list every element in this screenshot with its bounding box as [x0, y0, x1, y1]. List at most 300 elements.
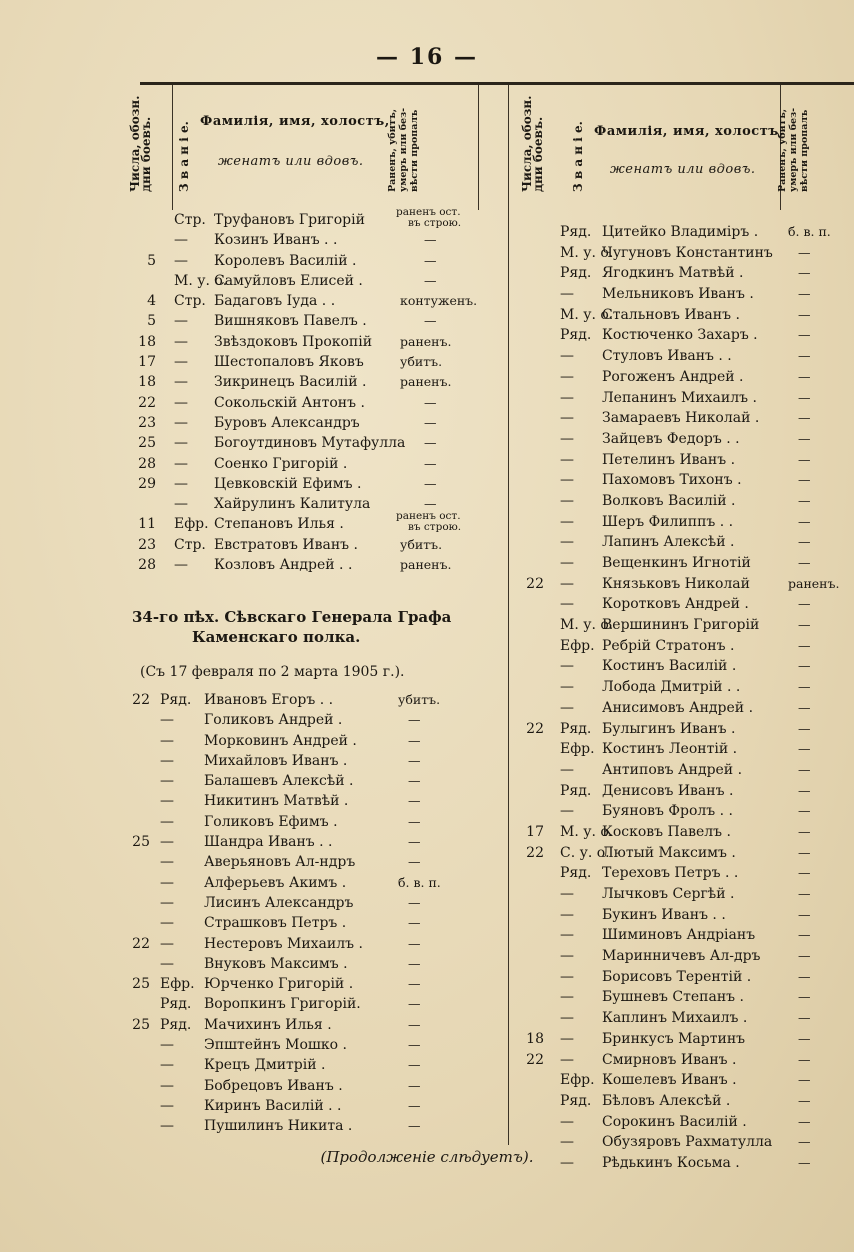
row-status: — [798, 823, 811, 839]
row-name: Лобода Дмитрій . . [602, 679, 741, 696]
row-status: — [798, 865, 811, 881]
row-rank: — [560, 658, 574, 675]
left-header-rank [179, 121, 190, 192]
table-row [508, 594, 854, 615]
left-roster-a [0, 206, 508, 575]
row-name: Звѣздоковъ Прокопій [214, 333, 373, 350]
row-status: — [408, 894, 421, 910]
row-name: Никитинъ Матвѣй . [204, 793, 349, 810]
right-header-rank [573, 121, 584, 192]
row-rank: — [160, 813, 174, 830]
row-day: 22 [526, 844, 544, 861]
row-status: — [798, 927, 811, 943]
table-row [508, 677, 854, 698]
row-status: — [408, 712, 421, 728]
row-rank: М. у. о. [560, 244, 614, 261]
table-row [508, 388, 854, 409]
row-status: б. в. п. [788, 224, 831, 239]
row-day: 22 [526, 1051, 544, 1068]
row-name: Козловъ Андрей . . [214, 557, 353, 574]
table-row [0, 791, 508, 811]
row-status: — [798, 1072, 811, 1088]
table-row [0, 710, 508, 730]
row-name: Бобрецовъ Иванъ . [204, 1077, 343, 1094]
table-row [508, 1112, 854, 1133]
row-rank: С. у. о. [560, 844, 610, 861]
row-rank: М. у. о. [560, 823, 614, 840]
header-rank-label: З в а н і е. [571, 121, 585, 192]
row-name: Сорокинъ Василій . [602, 1113, 747, 1130]
row-status: — [798, 699, 811, 715]
row-status: — [408, 935, 421, 951]
row-name: Соенко Григорій . [214, 455, 348, 472]
row-status: — [798, 906, 811, 922]
row-rank: Ряд. [560, 327, 592, 344]
continuation-note: (Продолженіе слѣдуетъ). [320, 1148, 534, 1166]
row-name: Ребрій Стратонъ . [602, 637, 735, 654]
row-day: 18 [138, 374, 156, 391]
row-name: Тереховъ Петръ . . [602, 865, 739, 882]
table-row [0, 771, 508, 791]
table-row [508, 843, 854, 864]
row-rank: Стр. [174, 293, 206, 310]
table-row [0, 1116, 508, 1136]
row-status: — [798, 720, 811, 736]
row-rank: — [174, 475, 188, 492]
row-rank: — [560, 492, 574, 509]
header-days-l2: дни боевъ. [139, 116, 153, 192]
row-name: Косковъ Павелъ . [602, 823, 731, 840]
row-rank: — [160, 1118, 174, 1135]
table-row [508, 615, 854, 636]
row-rank: — [560, 451, 574, 468]
table-row [508, 967, 854, 988]
row-day: 25 [132, 834, 150, 851]
header-status-l3: вѣсти пропалъ [799, 109, 810, 192]
row-status: — [408, 1057, 421, 1073]
table-row [508, 491, 854, 512]
table-row [508, 284, 854, 305]
left-header-name-2: женатъ или вдовъ. [218, 154, 364, 169]
table-row [508, 801, 854, 822]
row-name: Князьковъ Николай [602, 575, 750, 592]
row-rank: — [160, 773, 174, 790]
row-day: 25 [138, 435, 156, 452]
row-rank: — [160, 894, 174, 911]
row-rank: — [560, 886, 574, 902]
row-name: Шеръ Филиппъ . . [602, 513, 734, 530]
row-rank: Ефр. [560, 637, 595, 654]
row-name: Коротковъ Андрей . [602, 596, 749, 613]
right-header [508, 84, 854, 210]
row-status: — [408, 854, 421, 870]
row-name: Анисимовъ Андрей . [602, 699, 754, 716]
row-status: — [798, 472, 811, 488]
row-rank: — [560, 699, 574, 716]
table-row [0, 251, 508, 271]
row-rank: — [560, 927, 574, 944]
row-name: Бадаговъ Іуда . . [214, 293, 336, 310]
table-row [508, 553, 854, 574]
row-rank: Ряд. [560, 224, 592, 240]
row-status: убитъ. [398, 692, 441, 707]
row-status: — [408, 834, 421, 850]
row-status: — [798, 782, 811, 798]
right-roster [508, 222, 854, 1174]
right-header-days [522, 96, 544, 192]
table-row [0, 535, 508, 555]
row-status: — [798, 368, 811, 384]
row-status: — [798, 1154, 811, 1170]
header-status-l1: Раненъ, убитъ, [777, 108, 788, 192]
row-rank: — [160, 874, 174, 891]
row-rank: — [560, 430, 574, 447]
row-rank: Ряд. [560, 720, 592, 737]
row-status-line2: въ строю. [408, 217, 462, 229]
row-status: — [408, 1118, 421, 1134]
row-rank: Ефр. [560, 1072, 595, 1089]
table-row [508, 739, 854, 760]
header-days-l1: Числа, обозн. [520, 95, 534, 192]
row-name: Рѣдькинъ Косьма . [602, 1154, 740, 1171]
row-rank: — [160, 854, 174, 871]
row-status: раненъ. [400, 333, 452, 349]
row-status: — [798, 596, 811, 612]
row-rank: — [560, 761, 574, 778]
table-row [508, 987, 854, 1008]
regiment-title [132, 607, 451, 647]
table-row [508, 450, 854, 471]
row-day: 11 [138, 516, 156, 533]
row-rank: Ряд. [560, 782, 592, 799]
row-status: — [408, 1097, 421, 1113]
header-days-l2: дни боевъ. [531, 116, 545, 192]
row-name: Волковъ Василій . [602, 492, 736, 509]
row-rank: М. у. о. [560, 306, 614, 323]
row-name: Михайловъ Иванъ . [204, 752, 348, 769]
row-name: Ягодкинъ Матвѣй . [602, 265, 744, 282]
row-rank: — [174, 414, 188, 431]
row-name: Зикринецъ Василій . [214, 374, 367, 391]
table-row [508, 243, 854, 264]
row-day: 25 [132, 976, 150, 993]
table-row [0, 510, 508, 534]
row-rank: — [174, 496, 188, 513]
row-rank: — [560, 803, 574, 820]
table-row [0, 852, 508, 872]
row-name: Замараевъ Николай . [602, 410, 760, 427]
table-row [0, 893, 508, 913]
row-name: Богоутдиновъ Мутафулла [214, 435, 406, 452]
row-status [396, 511, 461, 533]
row-rank: — [560, 679, 574, 696]
row-status: — [408, 955, 421, 971]
row-name: Юрченко Григорій . [204, 976, 354, 993]
row-status: — [798, 492, 811, 508]
row-rank: — [174, 252, 188, 269]
row-day: 25 [132, 1016, 150, 1033]
row-status: — [408, 996, 421, 1012]
row-status: — [798, 637, 811, 653]
row-status: — [798, 327, 811, 343]
row-day: 23 [138, 536, 156, 553]
row-rank: — [160, 712, 174, 729]
table-row [508, 367, 854, 388]
row-status: — [798, 430, 811, 446]
row-status: — [798, 265, 811, 281]
row-name: Каплинъ Михаилъ . [602, 1010, 748, 1027]
row-rank: — [560, 575, 574, 592]
table-row [508, 822, 854, 843]
row-name: Антиповъ Андрей . [602, 761, 743, 778]
row-rank: Ефр. [160, 976, 195, 993]
table-row [0, 206, 508, 230]
table-row [508, 1070, 854, 1091]
table-row [0, 332, 508, 352]
row-status: — [798, 306, 811, 322]
row-name: Сокольскій Антонъ . [214, 394, 365, 411]
row-status: — [798, 1051, 811, 1067]
table-row [0, 832, 508, 852]
row-rank: — [174, 557, 188, 574]
header-status-l2: умеръ или без- [788, 107, 799, 192]
row-status-line1: раненъ ост. [396, 206, 461, 218]
row-status: — [798, 286, 811, 302]
row-status: — [424, 475, 437, 491]
row-day: 28 [138, 455, 156, 472]
row-status: — [424, 496, 437, 512]
row-status: — [798, 844, 811, 860]
row-day: 22 [138, 394, 156, 411]
row-status: — [408, 773, 421, 789]
row-name: Внуковъ Максимъ . [204, 955, 348, 972]
row-rank: — [160, 752, 174, 769]
row-rank: — [560, 1030, 574, 1047]
table-row [0, 1096, 508, 1116]
table-row [508, 760, 854, 781]
row-rank: — [560, 906, 574, 923]
table-row [0, 1055, 508, 1075]
row-status: — [798, 244, 811, 260]
row-status: — [798, 534, 811, 550]
row-status: — [798, 968, 811, 984]
row-name: Чугуновъ Константинъ [602, 244, 773, 261]
table-row [508, 263, 854, 284]
row-status-line1: раненъ ост. [396, 510, 461, 523]
row-name: Крецъ Дмитрій . [204, 1057, 326, 1074]
table-row [508, 656, 854, 677]
row-name: Мачихинъ Илья . [204, 1016, 332, 1033]
row-day: 18 [138, 333, 156, 350]
row-name: Кошелевъ Иванъ . [602, 1072, 737, 1089]
row-status: — [798, 658, 811, 674]
table-row [0, 372, 508, 392]
row-name: Булыгинъ Иванъ . [602, 720, 736, 737]
table-row [508, 512, 854, 533]
row-status: — [424, 414, 437, 430]
row-status: — [424, 394, 437, 410]
row-name: Букинъ Иванъ . . [602, 906, 726, 923]
table-row [0, 1076, 508, 1096]
row-rank: М. у. о. [174, 272, 228, 289]
row-rank: — [560, 348, 574, 365]
table-row [0, 690, 508, 710]
row-rank: — [160, 955, 174, 972]
row-rank: — [560, 368, 574, 385]
table-row [0, 291, 508, 311]
row-day: 29 [138, 475, 156, 492]
table-row [0, 934, 508, 954]
row-status: — [798, 410, 811, 426]
row-day: 22 [132, 935, 150, 952]
table-row [0, 474, 508, 494]
row-status: убитъ. [400, 354, 443, 370]
table-row [0, 994, 508, 1014]
table-row [0, 454, 508, 474]
row-rank: М. у. о. [560, 617, 614, 634]
row-rank: — [560, 534, 574, 551]
row-rank: — [160, 793, 174, 810]
table-row [0, 1035, 508, 1055]
table-row [508, 863, 854, 884]
row-status: — [798, 948, 811, 964]
row-rank: — [560, 472, 574, 489]
row-day: 17 [138, 354, 156, 371]
row-name: Лютый Максимъ . [602, 844, 736, 861]
row-name: Хайрулинъ Калитула [214, 496, 371, 513]
row-name: Стуловъ Иванъ . . [602, 348, 732, 365]
row-rank: — [160, 1077, 174, 1094]
left-header-status [387, 108, 420, 192]
row-rank: — [174, 333, 188, 350]
row-name: Костинъ Василій . [602, 658, 737, 675]
table-row [508, 698, 854, 719]
row-status: — [798, 389, 811, 405]
row-day: 17 [526, 823, 544, 840]
row-name: Маринничевъ Ал-дръ [602, 948, 761, 965]
row-status: — [408, 915, 421, 931]
row-name: Лычковъ Сергѣй . [602, 886, 735, 902]
row-name: Самуйловъ Елисей . [214, 272, 363, 289]
row-rank: — [560, 989, 574, 1006]
row-rank: — [174, 313, 188, 330]
page-number: — 16 — [376, 44, 478, 70]
table-row [0, 433, 508, 453]
table-row [0, 873, 508, 893]
row-name: Страшковъ Петръ . [204, 915, 347, 932]
row-status: — [798, 513, 811, 529]
row-name: Буровъ Александръ [214, 414, 360, 431]
row-name: Вершининъ Григорій [602, 617, 760, 634]
table-row [0, 271, 508, 291]
row-rank: — [160, 935, 174, 952]
row-name: Бѣловъ Алексѣй . [602, 1092, 731, 1109]
row-status [396, 207, 461, 229]
row-status: — [424, 252, 437, 268]
row-name: Балашевъ Алексѣй . [204, 773, 354, 790]
table-row [508, 719, 854, 740]
header-status-l3: вѣсти пропалъ [409, 109, 420, 192]
row-status: — [798, 741, 811, 757]
row-day: 22 [132, 692, 150, 708]
row-rank: — [560, 555, 574, 571]
right-column [508, 84, 854, 1171]
row-status: — [798, 886, 811, 901]
row-status: — [798, 761, 811, 777]
row-status: — [798, 1113, 811, 1129]
row-rank: — [560, 968, 574, 985]
row-name: Борисовъ Терентій . [602, 968, 752, 985]
row-rank: Ряд. [160, 996, 192, 1013]
row-rank: Ряд. [560, 265, 592, 282]
table-row [0, 913, 508, 933]
table-row [508, 305, 854, 326]
table-row [508, 925, 854, 946]
row-status: — [798, 1134, 811, 1150]
row-rank: Ряд. [160, 1016, 192, 1033]
table-row [508, 1091, 854, 1112]
row-name: Лепанинъ Михаилъ . [602, 389, 757, 406]
row-name: Бринкусъ Мартинъ [602, 1030, 746, 1047]
right-header-status [777, 108, 810, 192]
row-status: — [408, 1016, 421, 1032]
table-row [0, 812, 508, 832]
table-row [508, 346, 854, 367]
row-rank: Ефр. [560, 741, 595, 758]
header-status-l2: умеръ или без- [398, 107, 409, 192]
row-name: Степановъ Илья . [214, 516, 344, 533]
row-name: Киринъ Василій . . [204, 1097, 342, 1114]
row-name: Костинъ Леонтій . [602, 741, 738, 758]
row-status: раненъ. [788, 575, 840, 591]
row-day: 23 [138, 414, 156, 431]
row-rank: — [560, 286, 574, 303]
row-rank: Стр. [174, 536, 206, 553]
row-status: — [408, 732, 421, 748]
row-name: Лисинъ Александръ [204, 894, 354, 911]
row-rank: — [160, 915, 174, 932]
row-rank: — [560, 1154, 574, 1171]
row-name: Морковинъ Андрей . [204, 732, 357, 749]
row-rank: — [560, 513, 574, 530]
row-name: Пахомовъ Тихонъ . [602, 472, 742, 489]
table-row [0, 1015, 508, 1035]
row-rank: Ряд. [560, 865, 592, 882]
row-status: — [408, 1037, 421, 1053]
row-name: Мельниковъ Иванъ . [602, 286, 754, 303]
table-row [508, 946, 854, 967]
row-status-line2: въ строю. [408, 521, 462, 534]
table-row [508, 905, 854, 926]
table-row [508, 574, 854, 595]
row-status: — [798, 1030, 811, 1046]
table-row [508, 222, 854, 243]
row-status: контуженъ. [400, 293, 478, 309]
row-name: Королевъ Василій . [214, 252, 357, 269]
row-rank: — [174, 232, 188, 249]
row-day: 22 [526, 720, 544, 737]
row-rank: — [174, 435, 188, 452]
row-status: раненъ. [400, 374, 452, 390]
table-row [0, 731, 508, 751]
table-row [0, 413, 508, 433]
row-name: Алферьевъ Акимъ . [204, 874, 347, 891]
left-column [0, 84, 508, 1164]
row-status: — [424, 435, 437, 451]
table-row [0, 974, 508, 994]
table-row [508, 884, 854, 905]
table-row [508, 1050, 854, 1071]
